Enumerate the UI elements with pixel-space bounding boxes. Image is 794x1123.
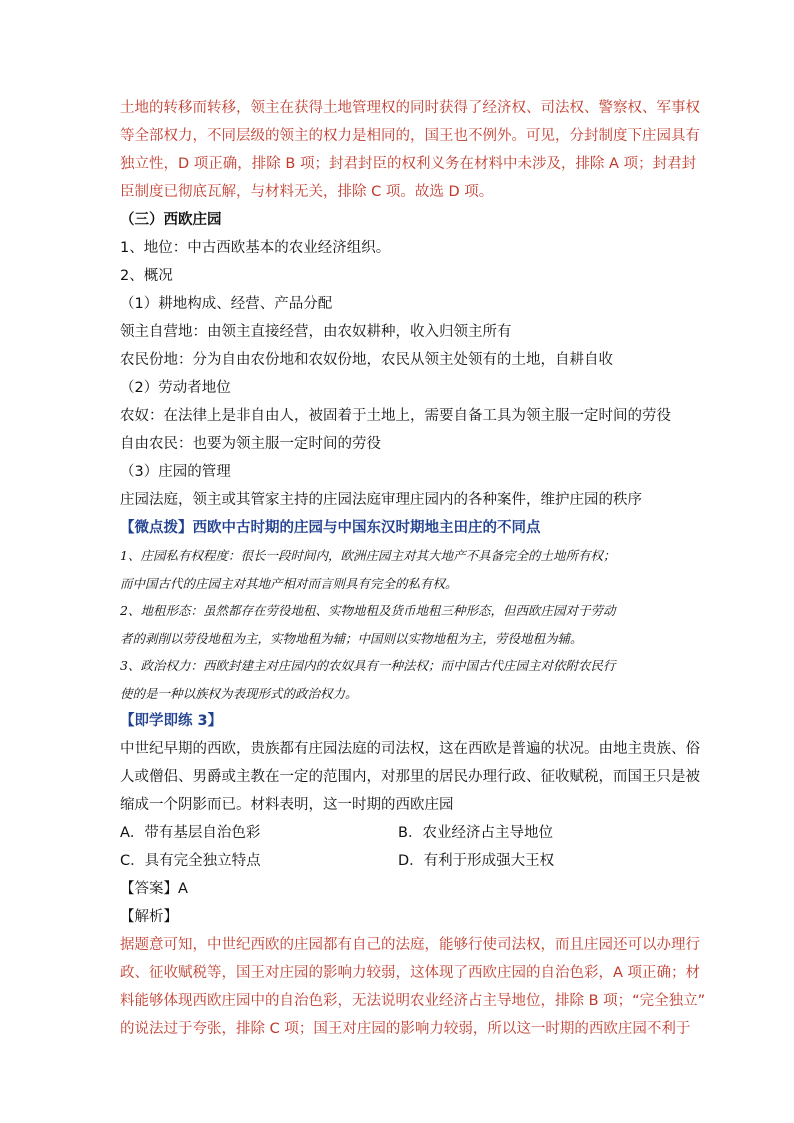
analysis-line: 料能够体现西欧庄园中的自治色彩，无法说明农业经济占主导地位，排除 B 项；“完全独立” <box>120 993 706 1009</box>
subsection-title: （2）劳动者地位 <box>120 380 231 396</box>
subsection-title: （3）庄园的管理 <box>120 464 231 480</box>
tip-line: 3、政治权力：西欧封建主对庄园内的农奴具有一种法权；而中国古代庄园主对依附农民行 <box>120 658 616 673</box>
body-line: 庄园法庭，领主或其管家主持的庄园法庭审理庄园内的各种案件，维护庄园的秩序 <box>120 492 642 508</box>
option-a: A．带有基层自治色彩 <box>120 825 261 841</box>
tip-line: 2、地租形态：虽然都存在劳役地租、实物地租及货币地租三种形态，但西欧庄园对于劳动 <box>120 603 616 618</box>
analysis-title: 【解析】 <box>120 909 178 925</box>
subsection-title: （1）耕地构成、经营、产品分配 <box>120 296 333 312</box>
analysis-line: 臣制度已彻底瓦解，与材料无关，排除 C 项。故选 D 项。 <box>120 184 494 200</box>
tip-line: 使的是一种以族权为表现形式的政治权力。 <box>120 685 358 701</box>
analysis-line: 土地的转移而转移，领主在获得土地管理权的同时获得了经济权、司法权、警察权、军事权 <box>120 100 700 116</box>
analysis-line: 据题意可知，中世纪西欧的庄园都有自己的法庭，能够行使司法权，而且庄园还可以办理行 <box>120 937 700 953</box>
body-line: 农民份地：分为自由农份地和农奴份地，农民从领主处领有的土地，自耕自收 <box>120 352 613 368</box>
document-content <box>120 94 706 1043</box>
tip-line: 1、庄园私有权程度：很长一段时间内，欧洲庄园主对其大地产不具备完全的土地所有权； <box>120 548 616 563</box>
analysis-line: 政、征收赋税等，国王对庄园的影响力较弱，这体现了西欧庄园的自治色彩，A 项正确；材 <box>120 965 701 981</box>
question-line: 中世纪早期的西欧，贵族都有庄园法庭的司法权，这在西欧是普遍的状况。由地主贵族、俗 <box>120 741 700 757</box>
tip-line: 而中国古代的庄园主对其地产相对而言则具有完全的私有权。 <box>120 575 458 591</box>
tip-line: 者的剥削以劳役地租为主，实物地租为辅；中国则以实物地租为主，劳役地租为辅。 <box>120 630 583 646</box>
option-c: C．具有完全独立特点 <box>120 853 261 869</box>
body-line: 自由农民：也要为领主服一定时间的劳役 <box>120 436 381 452</box>
practice-title: 【即学即练 3】 <box>120 713 223 729</box>
analysis-line: 等全部权力，不同层级的领主的权力是相同的，国王也不例外。可见，分封制度下庄园具有 <box>120 128 700 144</box>
analysis-line: 的说法过于夸张，排除 C 项；国王对庄园的影响力较弱，所以这一时期的西欧庄园不利于 <box>120 1021 691 1037</box>
question-line: 人或僧侣、男爵或主教在一定的范围内，对那里的居民办理行政、征收赋税，而国王只是被 <box>120 769 700 785</box>
item-overview: 2、概况 <box>120 268 173 284</box>
options-row <box>120 847 680 875</box>
body-line: 农奴：在法律上是非自由人，被固着于土地上，需要自备工具为领主服一定时间的劳役 <box>120 408 671 424</box>
tip-title: 【微点拨】西欧中古时期的庄园与中国东汉时期地主田庄的不同点 <box>120 520 541 536</box>
body-line: 领主自营地：由领主直接经营，由农奴耕种，收入归领主所有 <box>120 324 512 340</box>
question-line: 缩成一个阴影而已。材料表明，这一时期的西欧庄园 <box>120 797 454 813</box>
answer-label: 【答案】A <box>120 881 188 897</box>
options-row <box>120 819 680 847</box>
analysis-line: 独立性，D 项正确，排除 B 项；封君封臣的权利义务在材料中未涉及，排除 A 项；封君封 <box>120 156 697 172</box>
section-title: （三）西欧庄园 <box>120 212 222 228</box>
option-d: D．有利于形成强大王权 <box>398 853 555 869</box>
item-status: 1、地位：中古西欧基本的农业经济组织。 <box>120 240 391 256</box>
option-b: B．农业经济占主导地位 <box>398 825 553 841</box>
